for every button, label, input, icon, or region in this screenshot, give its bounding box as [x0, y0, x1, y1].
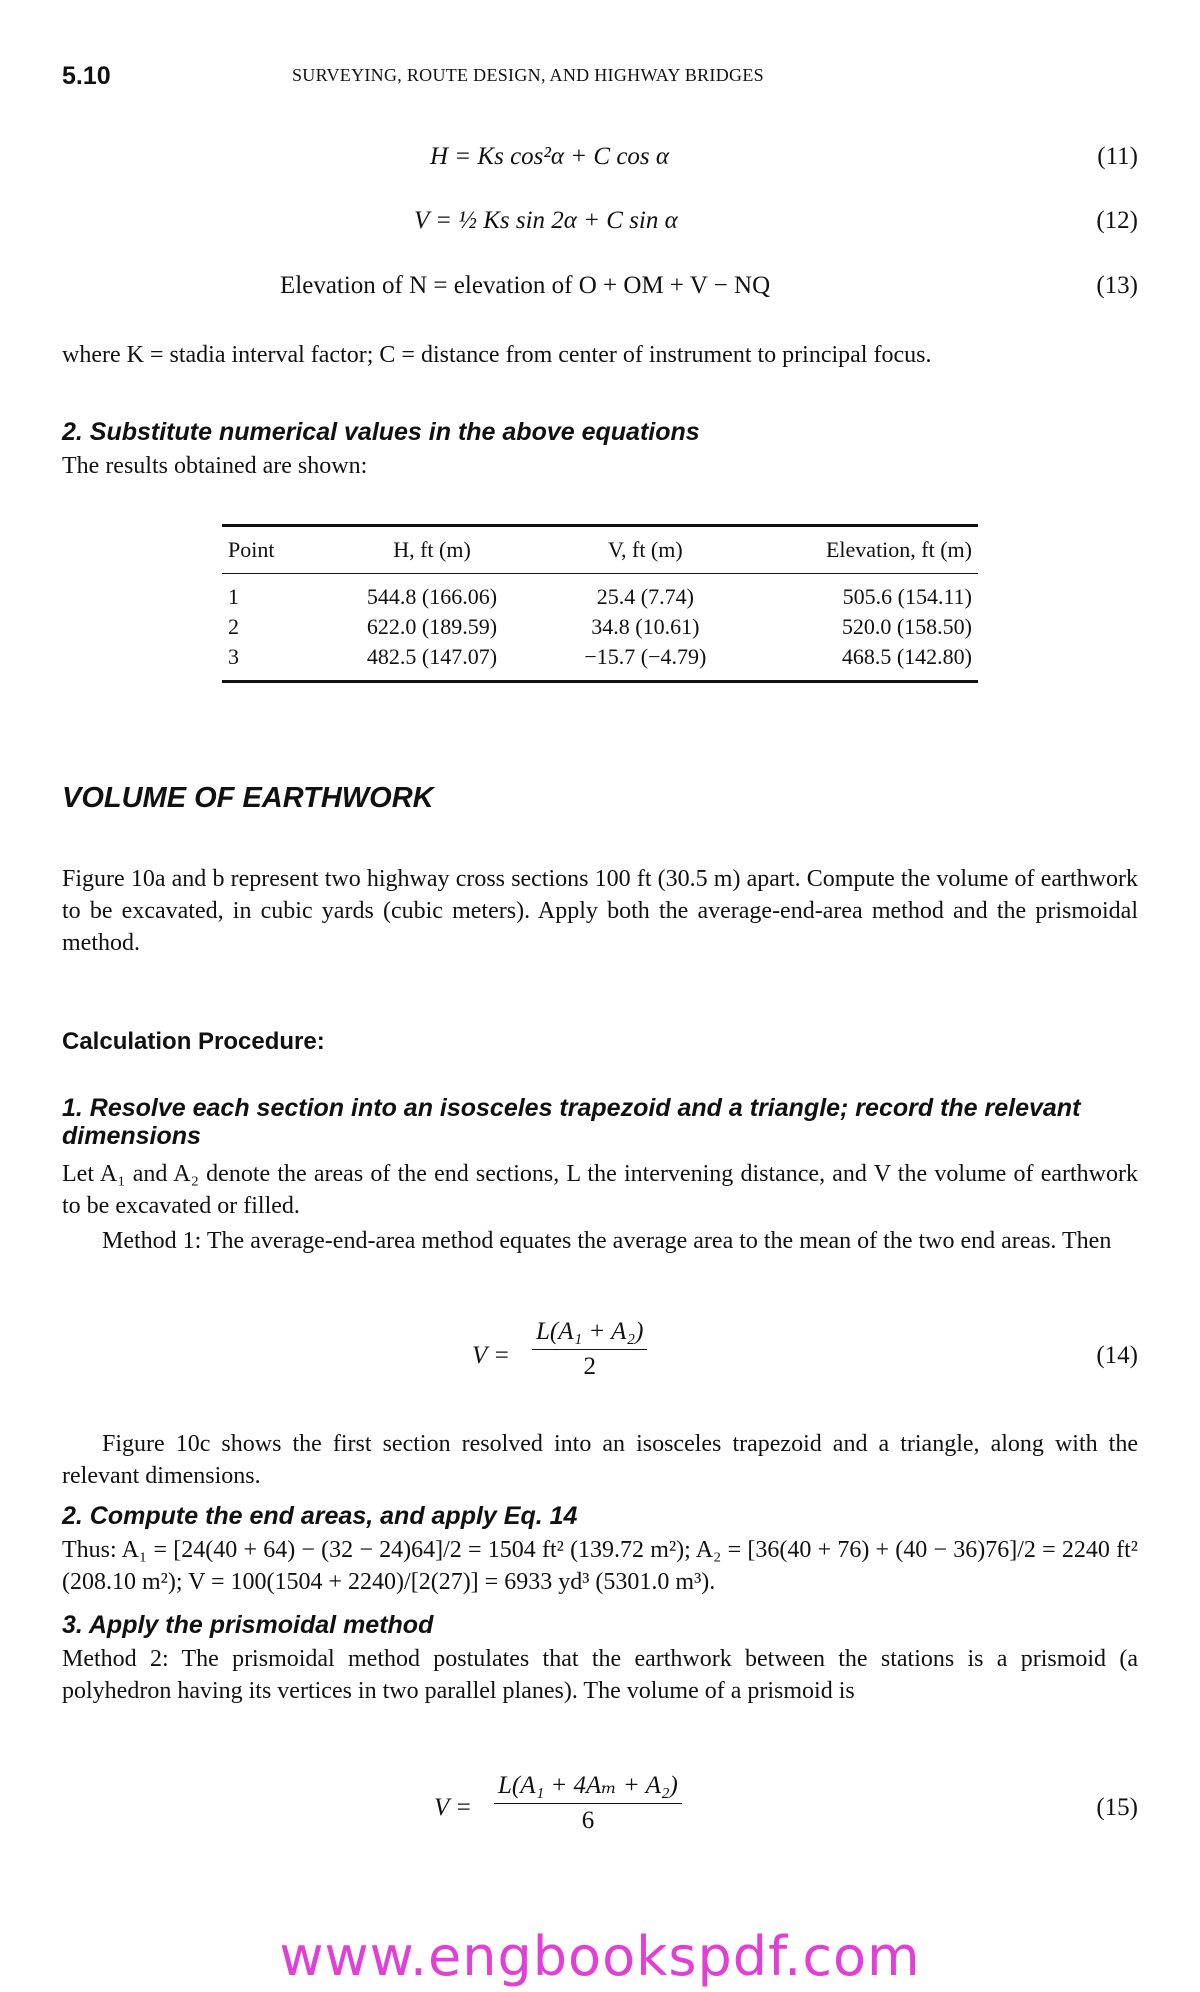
column-header-elevation: Elevation, ft (m) — [825, 537, 972, 562]
table-row — [222, 574, 978, 613]
results-table — [222, 524, 978, 683]
table-cell: 1 — [228, 584, 239, 609]
table-cell: 2 — [228, 614, 239, 639]
fraction-numerator: L(A₁ + 4Aₘ + A₂) — [494, 1770, 682, 1804]
table-cell: 520.0 (158.50) — [841, 614, 972, 639]
column-header-v: V, ft (m) — [607, 537, 683, 562]
equation-expression: H = Ks cos²α + C cos α — [430, 143, 670, 170]
step-2-heading: 2. Substitute numerical values in the above equations — [62, 418, 700, 446]
fraction-denominator: 6 — [581, 1807, 595, 1834]
column-header-point: Point — [228, 537, 275, 562]
equation-15-fraction — [494, 1770, 682, 1835]
page-number: 5.10 — [62, 62, 111, 90]
step-2b-paragraph: Thus: A₁ = [24(40 + 64) − (32 − 24)64]/2 = 1504 ft² (139.72 m²); A₂ = [36(40 + 76) + (40 − 36)76]/2 = 2240 ft² (208.10 m²); V = 100(1504 + 2240)/[2(27)] = 6933 yd³ (5301.0 m³). — [62, 1537, 1138, 1595]
table-cell: 25.4 (7.74) — [596, 584, 694, 609]
step-2b-heading: 2. Compute the end areas, and apply Eq. 14 — [62, 1502, 578, 1530]
equation-lhs: V = — [434, 1794, 472, 1821]
fraction-numerator: L(A₁ + A₂) — [532, 1318, 647, 1350]
table-cell: 482.5 (147.07) — [366, 644, 498, 669]
step-3-heading: 3. Apply the prismoidal method — [62, 1611, 434, 1639]
step-3-paragraph: Method 2: The prismoidal method postulates that the earthwork between the stations is a prismoid (a polyhedron having its vertices in two parallel planes). The volume of a prismoid is — [62, 1646, 1138, 1704]
table-header-row — [222, 526, 978, 574]
column-header-h: H, ft (m) — [393, 537, 471, 562]
equation-number: (15) — [1096, 1794, 1138, 1821]
equation-expression: Elevation of N = elevation of O + OM + V − NQ — [280, 272, 771, 299]
table-cell: 34.8 (10.61) — [591, 614, 700, 639]
equation-number: (12) — [1096, 207, 1138, 234]
table-row — [222, 642, 978, 682]
calculation-procedure-heading: Calculation Procedure: — [62, 1028, 325, 1055]
problem-statement: Figure 10a and b represent two highway cross sections 100 ft (30.5 m) apart. Compute the volume of earthwork to be excavated, in cubic yards (cubic meters). Apply both the average-end-area method and the prismoidal method. — [62, 866, 1138, 956]
step-1-paragraph-2: Method 1: The average-end-area method equates the average area to the mean of the two end areas. Then — [102, 1228, 1112, 1254]
fraction-denominator: 2 — [583, 1353, 596, 1380]
equation-number: (13) — [1096, 272, 1138, 299]
table-row — [222, 612, 978, 642]
table-cell: 622.0 (189.59) — [366, 614, 498, 639]
table-cell: 468.5 (142.80) — [841, 644, 972, 669]
watermark-link[interactable]: www.engbookspdf.com — [279, 1925, 921, 1988]
equation-14-fraction — [532, 1318, 647, 1381]
equation-lhs: V = — [472, 1342, 510, 1369]
table-cell: 3 — [228, 644, 239, 669]
page-header — [62, 62, 1138, 92]
step-1-paragraph-1: Let A₁ and A₂ denote the areas of the end sections, L the intervening distance, and V the volume of earthwork to be excavated or filled. — [62, 1161, 1138, 1219]
table-cell: 544.8 (166.06) — [366, 584, 498, 609]
where-clause: where K = stadia interval factor; C = distance from center of instrument to principal focus. — [62, 342, 932, 368]
equation-expression: V = ½ Ks sin 2α + C sin α — [414, 207, 678, 234]
equation-number: (14) — [1096, 1342, 1138, 1369]
section-title: VOLUME OF EARTHWORK — [62, 782, 434, 814]
step-1-heading: 1. Resolve each section into an isosceles trapezoid and a triangle; record the relevant dimensions — [62, 1094, 1081, 1150]
step-1-paragraph-3: Figure 10c shows the first section resolved into an isosceles trapezoid and a triangle, along with the relevant dimensions. — [62, 1431, 1138, 1489]
results-intro: The results obtained are shown: — [62, 453, 368, 479]
table-cell: 505.6 (154.11) — [842, 584, 972, 609]
equation-number: (11) — [1097, 143, 1138, 170]
table-cell: −15.7 (−4.79) — [584, 644, 707, 669]
running-head: SURVEYING, ROUTE DESIGN, AND HIGHWAY BRIDGES — [292, 65, 764, 85]
